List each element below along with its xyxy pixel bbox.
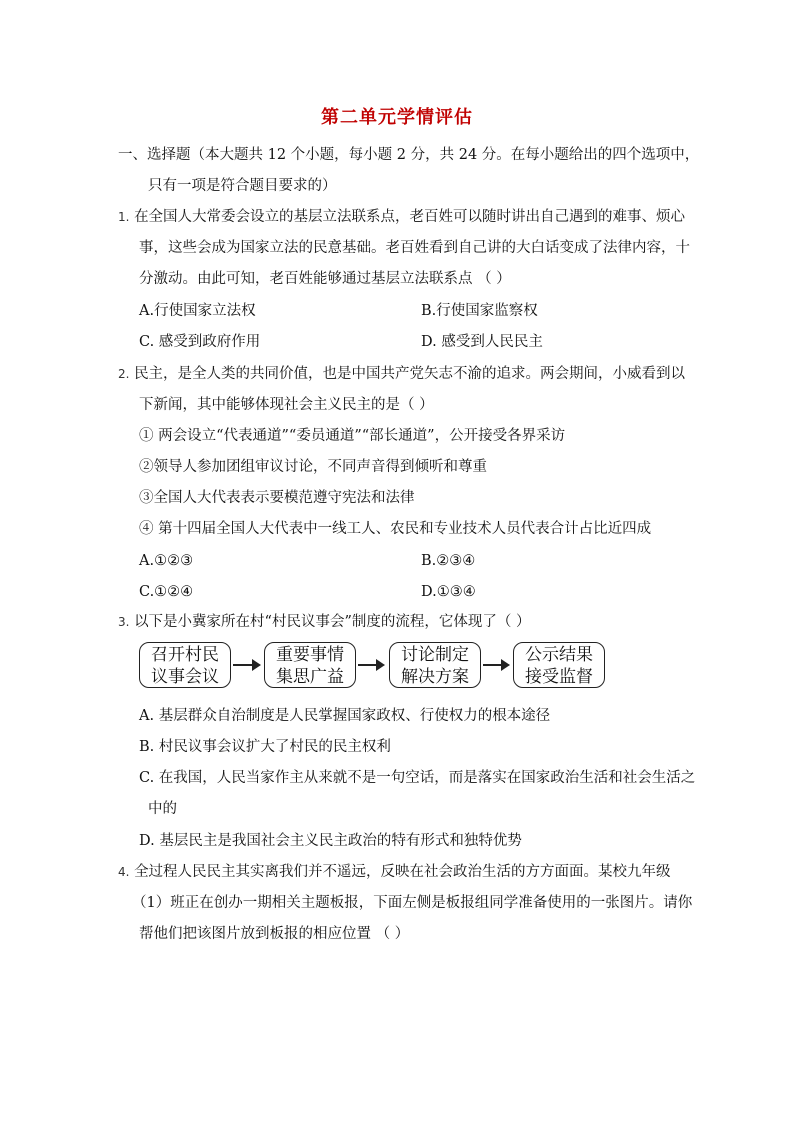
q2-statement-3: ③全国人大代表表示要模范遵守宪法和法律 [139, 490, 415, 506]
q3-option-b: B. 村民议事会议扩大了村民的民主权利 [139, 739, 391, 755]
question-2-line2: 下新闻，其中能够体现社会主义民主的是（ ） [139, 397, 434, 413]
question-text: 在全国人大常委会设立的基层立法联系点，老百姓可以随时讲出自己遇到的难事、烦心 [134, 209, 686, 225]
q2-statement-1: ① 两会设立“代表通道”“委员通道”“部长通道”，公开接受各界采访 [139, 428, 566, 444]
question-3-line1 [118, 612, 531, 632]
q1-option-d: D. 感受到人民民主 [421, 334, 543, 350]
q3-option-c-line2: 中的 [148, 801, 177, 817]
question-number: 4. [118, 865, 130, 879]
section-instructions-line2: 只有一项是符合题目要求的） [148, 178, 337, 194]
q3-option-c-line1: C. 在我国，人民当家作主从来就不是一句空话，而是落实在国家政治生活和社会生活之 [139, 770, 696, 786]
question-number: 3. [118, 615, 130, 629]
q2-option-b: B.②③④ [421, 553, 476, 569]
question-text: 以下是小冀家所在村“村民议事会”制度的流程，它体现了（ ） [134, 614, 531, 630]
section-instructions-line1: 一、选择题（本大题共 12 个小题，每小题 2 分，共 24 分。在每小题给出的四个选项中， [118, 147, 700, 163]
flow-step-text: 接受监督 [525, 667, 593, 687]
flow-step-4 [513, 642, 605, 688]
q2-option-d: D.①③④ [421, 584, 476, 600]
q2-statement-2: ②领导人参加团组审议讨论，不同声音得到倾听和尊重 [139, 459, 487, 475]
flow-arrow-icon [358, 664, 383, 666]
question-4-line1 [118, 862, 671, 882]
q3-option-d: D. 基层民主是我国社会主义民主政治的特有形式和独特优势 [139, 833, 522, 849]
question-1-line2: 事，这些会成为国家立法的民意基础。老百姓看到自己讲的大白话变成了法律内容，十 [139, 240, 690, 256]
question-4-line3: 帮他们把该图片放到板报的相应位置 （ ） [139, 926, 410, 942]
question-number: 2. [118, 367, 130, 381]
flow-arrow-icon [233, 664, 259, 666]
flow-step-text: 集思广益 [276, 667, 344, 687]
q2-option-a: A.①②③ [139, 553, 194, 569]
flow-step-text: 重要事情 [276, 645, 344, 665]
question-2-line1 [118, 364, 685, 384]
flow-step-text: 召开村民 [151, 645, 219, 665]
flow-step-text: 解决方案 [401, 667, 469, 687]
flow-step-3 [389, 642, 481, 688]
flow-step-text: 议事会议 [151, 667, 219, 687]
flow-step-text: 公示结果 [525, 645, 593, 665]
q1-option-c: C. 感受到政府作用 [139, 334, 261, 350]
process-flow-diagram [139, 642, 609, 692]
flow-step-2 [264, 642, 356, 688]
question-1-line3: 分激动。由此可知，老百姓能够通过基层立法联系点 （ ） [139, 271, 511, 287]
page-title: 第二单元学情评估 [321, 107, 473, 128]
question-text: 民主，是全人类的共同价值，也是中国共产党矢志不渝的追求。两会期间，小威看到以 [134, 366, 686, 382]
question-number: 1. [118, 210, 130, 224]
q1-option-b: B.行使国家监察权 [421, 303, 538, 319]
flow-step-1 [139, 642, 231, 688]
flow-arrow-icon [483, 664, 508, 666]
q1-option-a: A.行使国家立法权 [139, 303, 256, 319]
question-4-line2: （1）班正在创办一期相关主题板报，下面左侧是板报组同学准备使用的一张图片。请你 [132, 895, 693, 911]
q2-option-c: C.①②④ [139, 584, 194, 600]
question-1-line1 [118, 207, 685, 227]
q3-option-a: A. 基层群众自治制度是人民掌握国家政权、行使权力的根本途径 [139, 708, 551, 724]
question-text: 全过程人民民主其实离我们并不遥远，反映在社会政治生活的方方面面。某校九年级 [134, 864, 671, 880]
q2-statement-4: ④ 第十四届全国人大代表中一线工人、农民和专业技术人员代表合计占比近四成 [139, 521, 652, 537]
flow-step-text: 讨论制定 [401, 645, 469, 665]
